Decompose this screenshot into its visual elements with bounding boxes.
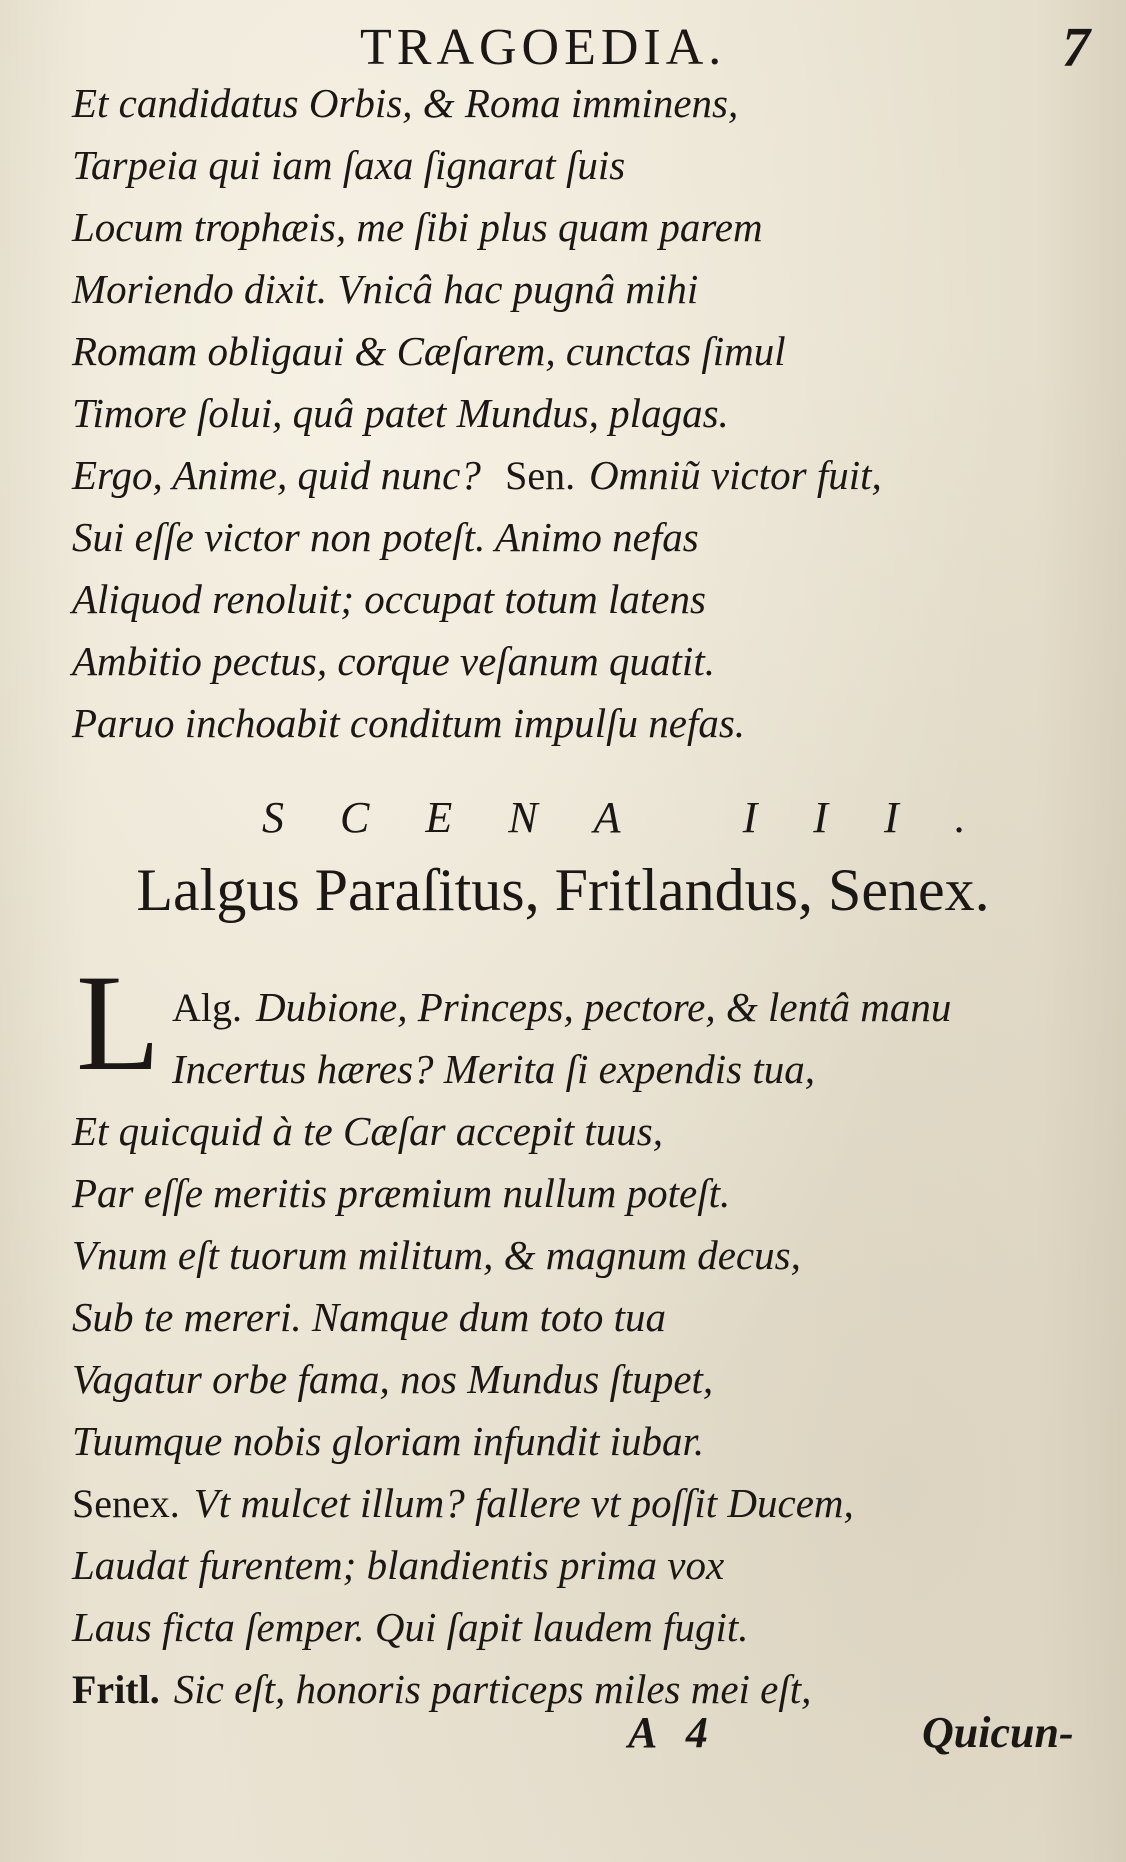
scene-heading: SCENA III.	[262, 793, 1022, 842]
speaker-label: Sen.	[505, 453, 576, 498]
running-title: TRAGOEDIA.	[360, 19, 727, 76]
verse-line: Par eſſe meritis præmium nullum poteſt.	[72, 1170, 731, 1216]
drop-initial: L	[76, 946, 161, 1099]
verse-line: Tarpeia qui iam ſaxa ſignarat ſuis	[72, 142, 626, 188]
verse-line	[72, 450, 882, 501]
verse-line: Vnum eſt tuorum militum, & magnum decus,	[72, 1232, 801, 1278]
verse-line	[172, 982, 951, 1033]
verse-line: Et candidatus Orbis, & Roma imminens,	[72, 80, 739, 126]
verse-line: Vagatur orbe fama, nos Mundus ſtupet,	[72, 1356, 714, 1402]
verse-line: Aliquod renoluit; occupat totum latens	[72, 576, 706, 622]
verse-line: Et quicquid à te Cæſar accepit tuus,	[72, 1108, 664, 1154]
verse-line: Tuumque nobis gloriam infundit iubar.	[72, 1418, 705, 1464]
page-number: 7	[1062, 17, 1090, 79]
speaker-label: Fritl.	[72, 1667, 160, 1712]
verse-text: Vt mulcet illum? fallere vt poſſit Ducem,	[193, 1480, 854, 1526]
verse-text: Dubione, Princeps, pectore, & lentâ manu	[256, 984, 952, 1030]
page-header	[0, 18, 1126, 78]
verse-line: Laus ficta ſemper. Qui ſapit laudem fugit.	[72, 1604, 749, 1650]
verse-text: Omniũ victor fuit,	[589, 452, 882, 498]
verse-text: Sic eſt, honoris particeps miles mei eſt,	[173, 1666, 812, 1712]
verse-line: Ambitio pectus, corque veſanum quatit.	[72, 638, 715, 684]
signature-mark: A 4	[628, 1708, 718, 1757]
speaker-label: Senex.	[72, 1481, 180, 1526]
speaker-label: Alg.	[172, 985, 242, 1030]
dramatis-personae: Lalgus Paraſitus, Fritlandus, Senex.	[136, 857, 990, 923]
verse-line: Paruo inchoabit conditum impulſu nefas.	[72, 700, 746, 746]
verse-line: Moriendo dixit. Vnicâ hac pugnâ mihi	[72, 266, 699, 312]
verse-line: Sui eſſe victor non poteſt. Animo nefas	[72, 514, 699, 560]
verse-line: Incertus hæres? Merita ſi expendis tua,	[172, 1046, 815, 1092]
verse-line: Sub te mereri. Namque dum toto tua	[72, 1294, 667, 1340]
catchword: Quicun-	[922, 1708, 1074, 1757]
verse-line: Locum trophæis, me ſibi plus quam parem	[72, 204, 763, 250]
verse-line: Timore ſolui, quâ patet Mundus, plagas.	[72, 390, 729, 436]
verse-line: Romam obligaui & Cæſarem, cunctas ſimul	[72, 328, 786, 374]
verse-text: Ergo, Anime, quid nunc?	[72, 452, 481, 498]
verse-line	[72, 1478, 854, 1529]
verse-line: Laudat furentem; blandientis prima vox	[72, 1542, 725, 1588]
